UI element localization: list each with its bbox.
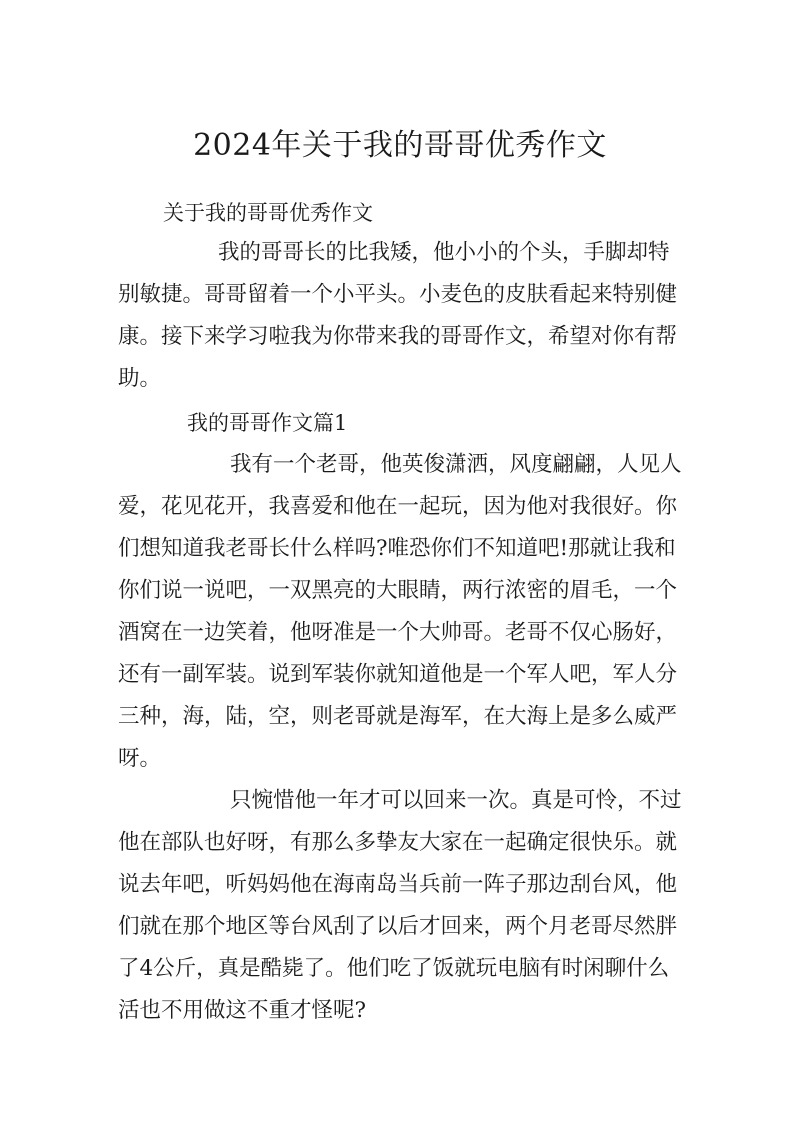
paragraph-line: 我的哥哥长的比我矮，他小小的个头，手脚却特	[218, 240, 670, 265]
paragraph-line: 还有一副军装。说到军装你就知道他是一个军人吧，军人分	[118, 662, 678, 687]
paragraph-line: 们想知道我老哥长什么样吗?唯恐你们不知道吧!那就让我和	[118, 536, 676, 561]
paragraph-line: 我有一个老哥，他英俊潇洒，风度翩翩，人见人	[230, 452, 682, 477]
intro-paragraph	[118, 232, 698, 400]
paragraph-line: 你们说一说吧，一双黑亮的大眼睛，两行浓密的眉毛，一个	[118, 578, 678, 603]
document-subtitle: 关于我的哥哥优秀作文	[163, 201, 373, 225]
paragraph-line: 说去年吧，听妈妈他在海南岛当兵前一阵子那边刮台风，他	[118, 872, 678, 897]
body-paragraph-2	[118, 780, 698, 1032]
paragraph-line: 们就在那个地区等台风刮了以后才回来，两个月老哥尽然胖	[118, 914, 678, 939]
paragraph-line: 酒窝在一边笑着，他呀准是一个大帅哥。老哥不仅心肠好，	[118, 620, 678, 645]
document-title: 2024年关于我的哥哥优秀作文	[193, 128, 607, 163]
body-paragraph-1	[118, 444, 698, 780]
paragraph-line: 三种，海，陆，空，则老哥就是海军，在大海上是多么威严	[118, 704, 678, 729]
paragraph-line: 只惋惜他一年才可以回来一次。真是可怜，不过	[230, 788, 682, 813]
paragraph-line: 了4公斤，真是酷毙了。他们吃了饭就玩电脑有时闲聊什么	[118, 956, 670, 981]
paragraph-line: 呀。	[118, 746, 162, 771]
paragraph-line: 他在部队也好呀，有那么多挚友大家在一起确定很快乐。就	[118, 830, 678, 855]
paragraph-line: 别敏捷。哥哥留着一个小平头。小麦色的皮肤看起来特别健	[118, 282, 678, 307]
paragraph-line: 康。接下来学习啦我为你带来我的哥哥作文，希望对你有帮	[118, 324, 678, 349]
section-heading: 我的哥哥作文篇1	[187, 411, 348, 435]
paragraph-line: 活也不用做这不重才怪呢?	[118, 998, 367, 1023]
paragraph-line: 助。	[118, 366, 162, 391]
paragraph-line: 爱，花见花开，我喜爱和他在一起玩，因为他对我很好。你	[118, 494, 678, 519]
